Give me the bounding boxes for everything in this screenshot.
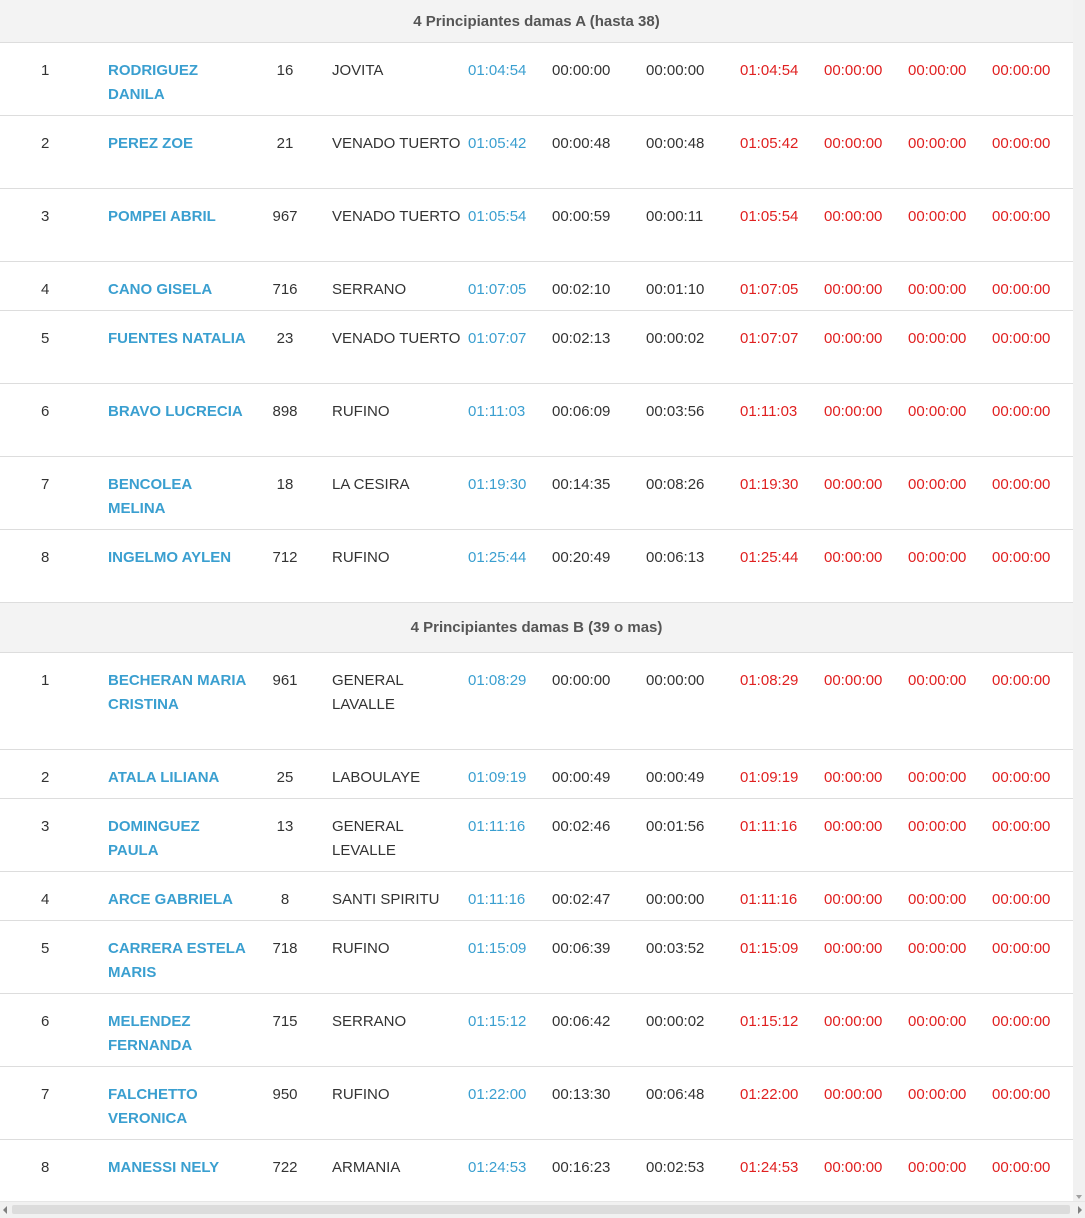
lap-4-time-cell: 00:00:00	[992, 549, 1051, 566]
gap-to-previous-cell: 00:00:00	[646, 672, 705, 689]
bib-number-cell: 16	[276, 62, 294, 79]
table-row	[0, 872, 1073, 921]
athlete-name-link[interactable]: ARCE GABRIELA	[108, 891, 234, 908]
lap-2-time-cell: 00:00:00	[824, 1086, 883, 1103]
lap-3-time-cell: 00:00:00	[908, 1086, 967, 1103]
city-cell: LABOULAYE	[332, 769, 421, 786]
lap-2-time-cell: 00:00:00	[824, 769, 883, 786]
position-cell: 1	[41, 62, 50, 79]
athlete-name-link[interactable]: PEREZ ZOE	[108, 135, 194, 152]
bib-number-cell: 715	[272, 1013, 298, 1030]
lap-1-time-cell: 01:24:53	[740, 1159, 799, 1176]
lap-2-time-cell: 00:00:00	[824, 891, 883, 908]
lap-4-time-cell: 00:00:00	[992, 281, 1051, 298]
bib-number-cell: 961	[272, 672, 298, 689]
table-row	[0, 384, 1073, 457]
lap-2-time-cell: 00:00:00	[824, 818, 883, 835]
position-cell: 8	[41, 1159, 50, 1176]
lap-3-time-cell: 00:00:00	[908, 281, 967, 298]
time-cell: 01:11:03	[468, 403, 526, 420]
gap-to-previous-cell: 00:02:53	[646, 1159, 705, 1176]
lap-4-time-cell: 00:00:00	[992, 1159, 1051, 1176]
position-cell: 5	[41, 330, 50, 347]
lap-4-time-cell: 00:00:00	[992, 672, 1051, 689]
lap-1-time-cell: 01:07:07	[740, 330, 799, 347]
city-cell: SERRANO	[332, 1013, 407, 1030]
gap-to-first-cell: 00:02:46	[552, 818, 611, 835]
lap-4-time-cell: 00:00:00	[992, 135, 1051, 152]
gap-to-first-cell: 00:00:00	[552, 672, 611, 689]
gap-to-previous-cell: 00:03:56	[646, 403, 705, 420]
vertical-scrollbar[interactable]	[1073, 0, 1085, 1202]
lap-2-time-cell: 00:00:00	[824, 281, 883, 298]
city-cell: GENERAL LAVALLE	[332, 672, 404, 713]
lap-4-time-cell: 00:00:00	[992, 330, 1051, 347]
gap-to-first-cell: 00:02:13	[552, 330, 611, 347]
bib-number-cell: 25	[276, 769, 294, 786]
time-cell: 01:07:07	[468, 330, 527, 347]
time-cell: 01:15:12	[468, 1013, 527, 1030]
athlete-name-link[interactable]: MANESSI NELY	[108, 1159, 220, 1176]
time-cell: 01:25:44	[468, 549, 527, 566]
gap-to-first-cell: 00:00:49	[552, 769, 611, 786]
position-cell: 3	[41, 818, 50, 835]
athlete-name-link[interactable]: FUENTES NATALIA	[108, 330, 246, 347]
position-cell: 3	[41, 208, 50, 225]
lap-1-time-cell: 01:11:16	[740, 891, 798, 908]
lap-4-time-cell: 00:00:00	[992, 208, 1051, 225]
athlete-name-link[interactable]: POMPEI ABRIL	[108, 208, 216, 225]
time-cell: 01:11:16	[468, 818, 526, 835]
table-row	[0, 994, 1073, 1067]
lap-1-time-cell: 01:09:19	[740, 769, 799, 786]
lap-2-time-cell: 00:00:00	[824, 476, 883, 493]
lap-3-time-cell: 00:00:00	[908, 208, 967, 225]
lap-4-time-cell: 00:00:00	[992, 1086, 1051, 1103]
table-row	[0, 921, 1073, 994]
athlete-name-link[interactable]: ATALA LILIANA	[108, 769, 220, 786]
table-row	[0, 457, 1073, 530]
bib-number-cell: 13	[276, 818, 294, 835]
gap-to-first-cell: 00:00:00	[552, 62, 611, 79]
table-row	[0, 311, 1073, 384]
bib-number-cell: 8	[280, 891, 290, 908]
horizontal-scroll-thumb[interactable]	[12, 1205, 1070, 1214]
lap-2-time-cell: 00:00:00	[824, 208, 883, 225]
lap-2-time-cell: 00:00:00	[824, 672, 883, 689]
lap-3-time-cell: 00:00:00	[908, 891, 967, 908]
lap-1-time-cell: 01:08:29	[740, 672, 799, 689]
position-cell: 8	[41, 549, 50, 566]
gap-to-first-cell: 00:20:49	[552, 549, 611, 566]
gap-to-first-cell: 00:02:47	[552, 891, 611, 908]
bib-number-cell: 21	[276, 135, 294, 152]
table-row	[0, 116, 1073, 189]
lap-2-time-cell: 00:00:00	[824, 330, 883, 347]
gap-to-previous-cell: 00:03:52	[646, 940, 705, 957]
gap-to-first-cell: 00:16:23	[552, 1159, 611, 1176]
gap-to-previous-cell: 00:00:11	[646, 208, 704, 225]
lap-3-time-cell: 00:00:00	[908, 1013, 967, 1030]
bib-number-cell: 967	[272, 208, 298, 225]
gap-to-previous-cell: 00:06:13	[646, 549, 705, 566]
lap-2-time-cell: 00:00:00	[824, 549, 883, 566]
bib-number-cell: 712	[272, 549, 298, 566]
scroll-right-icon[interactable]	[1078, 1206, 1082, 1214]
athlete-name-link[interactable]: MELENDEZ FERNANDA	[108, 1013, 193, 1054]
city-cell: RUFINO	[332, 940, 390, 957]
position-cell: 4	[41, 891, 50, 908]
gap-to-previous-cell: 00:00:49	[646, 769, 705, 786]
city-cell: VENADO TUERTO	[332, 208, 461, 225]
gap-to-previous-cell: 00:00:00	[646, 62, 705, 79]
bib-number-cell: 718	[272, 940, 298, 957]
gap-to-first-cell: 00:06:42	[552, 1013, 611, 1030]
lap-1-time-cell: 01:15:09	[740, 940, 799, 957]
lap-1-time-cell: 01:11:16	[740, 818, 798, 835]
city-cell: VENADO TUERTO	[332, 135, 461, 152]
gap-to-first-cell: 00:13:30	[552, 1086, 611, 1103]
lap-4-time-cell: 00:00:00	[992, 476, 1051, 493]
city-cell: GENERAL LEVALLE	[332, 818, 404, 859]
position-cell: 6	[41, 403, 50, 420]
athlete-name-link[interactable]: INGELMO AYLEN	[108, 549, 232, 566]
table-row	[0, 1140, 1073, 1204]
table-row	[0, 653, 1073, 750]
city-cell: ARMANIA	[332, 1159, 401, 1176]
athlete-name-link[interactable]: BECHERAN MARIA CRISTINA	[108, 672, 246, 713]
lap-3-time-cell: 00:00:00	[908, 672, 967, 689]
lap-2-time-cell: 00:00:00	[824, 403, 883, 420]
table-row	[0, 530, 1073, 603]
table-row	[0, 799, 1073, 872]
gap-to-first-cell: 00:14:35	[552, 476, 611, 493]
gap-to-first-cell: 00:02:10	[552, 281, 611, 298]
gap-to-previous-cell: 00:08:26	[646, 476, 705, 493]
lap-2-time-cell: 00:00:00	[824, 1159, 883, 1176]
lap-3-time-cell: 00:00:00	[908, 549, 967, 566]
gap-to-previous-cell: 00:01:56	[646, 818, 705, 835]
lap-4-time-cell: 00:00:00	[992, 403, 1051, 420]
bib-number-cell: 722	[272, 1159, 298, 1176]
athlete-name-link[interactable]: FALCHETTO VERONICA	[108, 1086, 198, 1127]
lap-4-time-cell: 00:00:00	[992, 818, 1051, 835]
scroll-down-icon[interactable]	[1076, 1195, 1082, 1199]
lap-4-time-cell: 00:00:00	[992, 769, 1051, 786]
bib-number-cell: 23	[276, 330, 294, 347]
bib-number-cell: 18	[276, 476, 294, 493]
position-cell: 2	[41, 135, 50, 152]
athlete-name-link[interactable]: BRAVO LUCRECIA	[108, 403, 243, 420]
position-cell: 7	[41, 1086, 50, 1103]
lap-1-time-cell: 01:11:03	[740, 403, 798, 420]
lap-2-time-cell: 00:00:00	[824, 940, 883, 957]
gap-to-first-cell: 00:00:48	[552, 135, 611, 152]
lap-4-time-cell: 00:00:00	[992, 891, 1051, 908]
time-cell: 01:11:16	[468, 891, 526, 908]
lap-1-time-cell: 01:25:44	[740, 549, 799, 566]
gap-to-previous-cell: 00:00:02	[646, 330, 705, 347]
city-cell: SANTI SPIRITU	[332, 891, 440, 908]
gap-to-previous-cell: 00:00:02	[646, 1013, 705, 1030]
lap-3-time-cell: 00:00:00	[908, 1159, 967, 1176]
table-row	[0, 189, 1073, 262]
lap-3-time-cell: 00:00:00	[908, 476, 967, 493]
horizontal-scrollbar[interactable]	[0, 1201, 1085, 1218]
lap-2-time-cell: 00:00:00	[824, 135, 883, 152]
lap-4-time-cell: 00:00:00	[992, 940, 1051, 957]
lap-3-time-cell: 00:00:00	[908, 330, 967, 347]
time-cell: 01:15:09	[468, 940, 527, 957]
lap-3-time-cell: 00:00:00	[908, 818, 967, 835]
lap-3-time-cell: 00:00:00	[908, 62, 967, 79]
lap-2-time-cell: 00:00:00	[824, 62, 883, 79]
bib-number-cell: 716	[272, 281, 298, 298]
lap-4-time-cell: 00:00:00	[992, 62, 1051, 79]
lap-3-time-cell: 00:00:00	[908, 135, 967, 152]
category-header: 4 Principiantes damas B (39 o mas)	[0, 603, 1073, 653]
lap-3-time-cell: 00:00:00	[908, 403, 967, 420]
gap-to-first-cell: 00:06:09	[552, 403, 611, 420]
gap-to-first-cell: 00:06:39	[552, 940, 611, 957]
athlete-name-link[interactable]: CARRERA ESTELA MARIS	[108, 940, 246, 981]
time-cell: 01:08:29	[468, 672, 527, 689]
athlete-name-link[interactable]: CANO GISELA	[108, 281, 213, 298]
time-cell: 01:05:42	[468, 135, 527, 152]
position-cell: 5	[41, 940, 50, 957]
time-cell: 01:09:19	[468, 769, 527, 786]
lap-1-time-cell: 01:05:54	[740, 208, 799, 225]
table-row	[0, 262, 1073, 311]
time-cell: 01:19:30	[468, 476, 527, 493]
athlete-name-link[interactable]: RODRIGUEZ DANILA	[108, 62, 198, 103]
gap-to-previous-cell: 00:00:48	[646, 135, 705, 152]
scroll-left-icon[interactable]	[3, 1206, 7, 1214]
category-header: 4 Principiantes damas A (hasta 38)	[0, 0, 1073, 43]
lap-2-time-cell: 00:00:00	[824, 1013, 883, 1030]
time-cell: 01:04:54	[468, 62, 527, 79]
gap-to-previous-cell: 00:06:48	[646, 1086, 705, 1103]
gap-to-previous-cell: 00:00:00	[646, 891, 705, 908]
lap-1-time-cell: 01:07:05	[740, 281, 799, 298]
position-cell: 1	[41, 672, 50, 689]
position-cell: 2	[41, 769, 50, 786]
city-cell: VENADO TUERTO	[332, 330, 461, 347]
table-row	[0, 1067, 1073, 1140]
lap-4-time-cell: 00:00:00	[992, 1013, 1051, 1030]
bib-number-cell: 950	[272, 1086, 298, 1103]
gap-to-first-cell: 00:00:59	[552, 208, 611, 225]
city-cell: RUFINO	[332, 403, 390, 420]
athlete-name-link[interactable]: BENCOLEA MELINA	[108, 476, 192, 517]
time-cell: 01:07:05	[468, 281, 527, 298]
time-cell: 01:24:53	[468, 1159, 527, 1176]
bib-number-cell: 898	[272, 403, 298, 420]
lap-1-time-cell: 01:22:00	[740, 1086, 799, 1103]
lap-1-time-cell: 01:19:30	[740, 476, 799, 493]
city-cell: RUFINO	[332, 1086, 390, 1103]
city-cell: SERRANO	[332, 281, 407, 298]
lap-1-time-cell: 01:04:54	[740, 62, 799, 79]
athlete-name-link[interactable]: DOMINGUEZ PAULA	[108, 818, 200, 859]
position-cell: 7	[41, 476, 50, 493]
position-cell: 4	[41, 281, 50, 298]
city-cell: RUFINO	[332, 549, 390, 566]
lap-1-time-cell: 01:05:42	[740, 135, 799, 152]
city-cell: JOVITA	[332, 62, 384, 79]
position-cell: 6	[41, 1013, 50, 1030]
time-cell: 01:05:54	[468, 208, 527, 225]
time-cell: 01:22:00	[468, 1086, 527, 1103]
lap-3-time-cell: 00:00:00	[908, 940, 967, 957]
gap-to-previous-cell: 00:01:10	[646, 281, 705, 298]
lap-1-time-cell: 01:15:12	[740, 1013, 799, 1030]
city-cell: LA CESIRA	[332, 476, 410, 493]
lap-3-time-cell: 00:00:00	[908, 769, 967, 786]
table-row	[0, 43, 1073, 116]
table-row	[0, 750, 1073, 799]
